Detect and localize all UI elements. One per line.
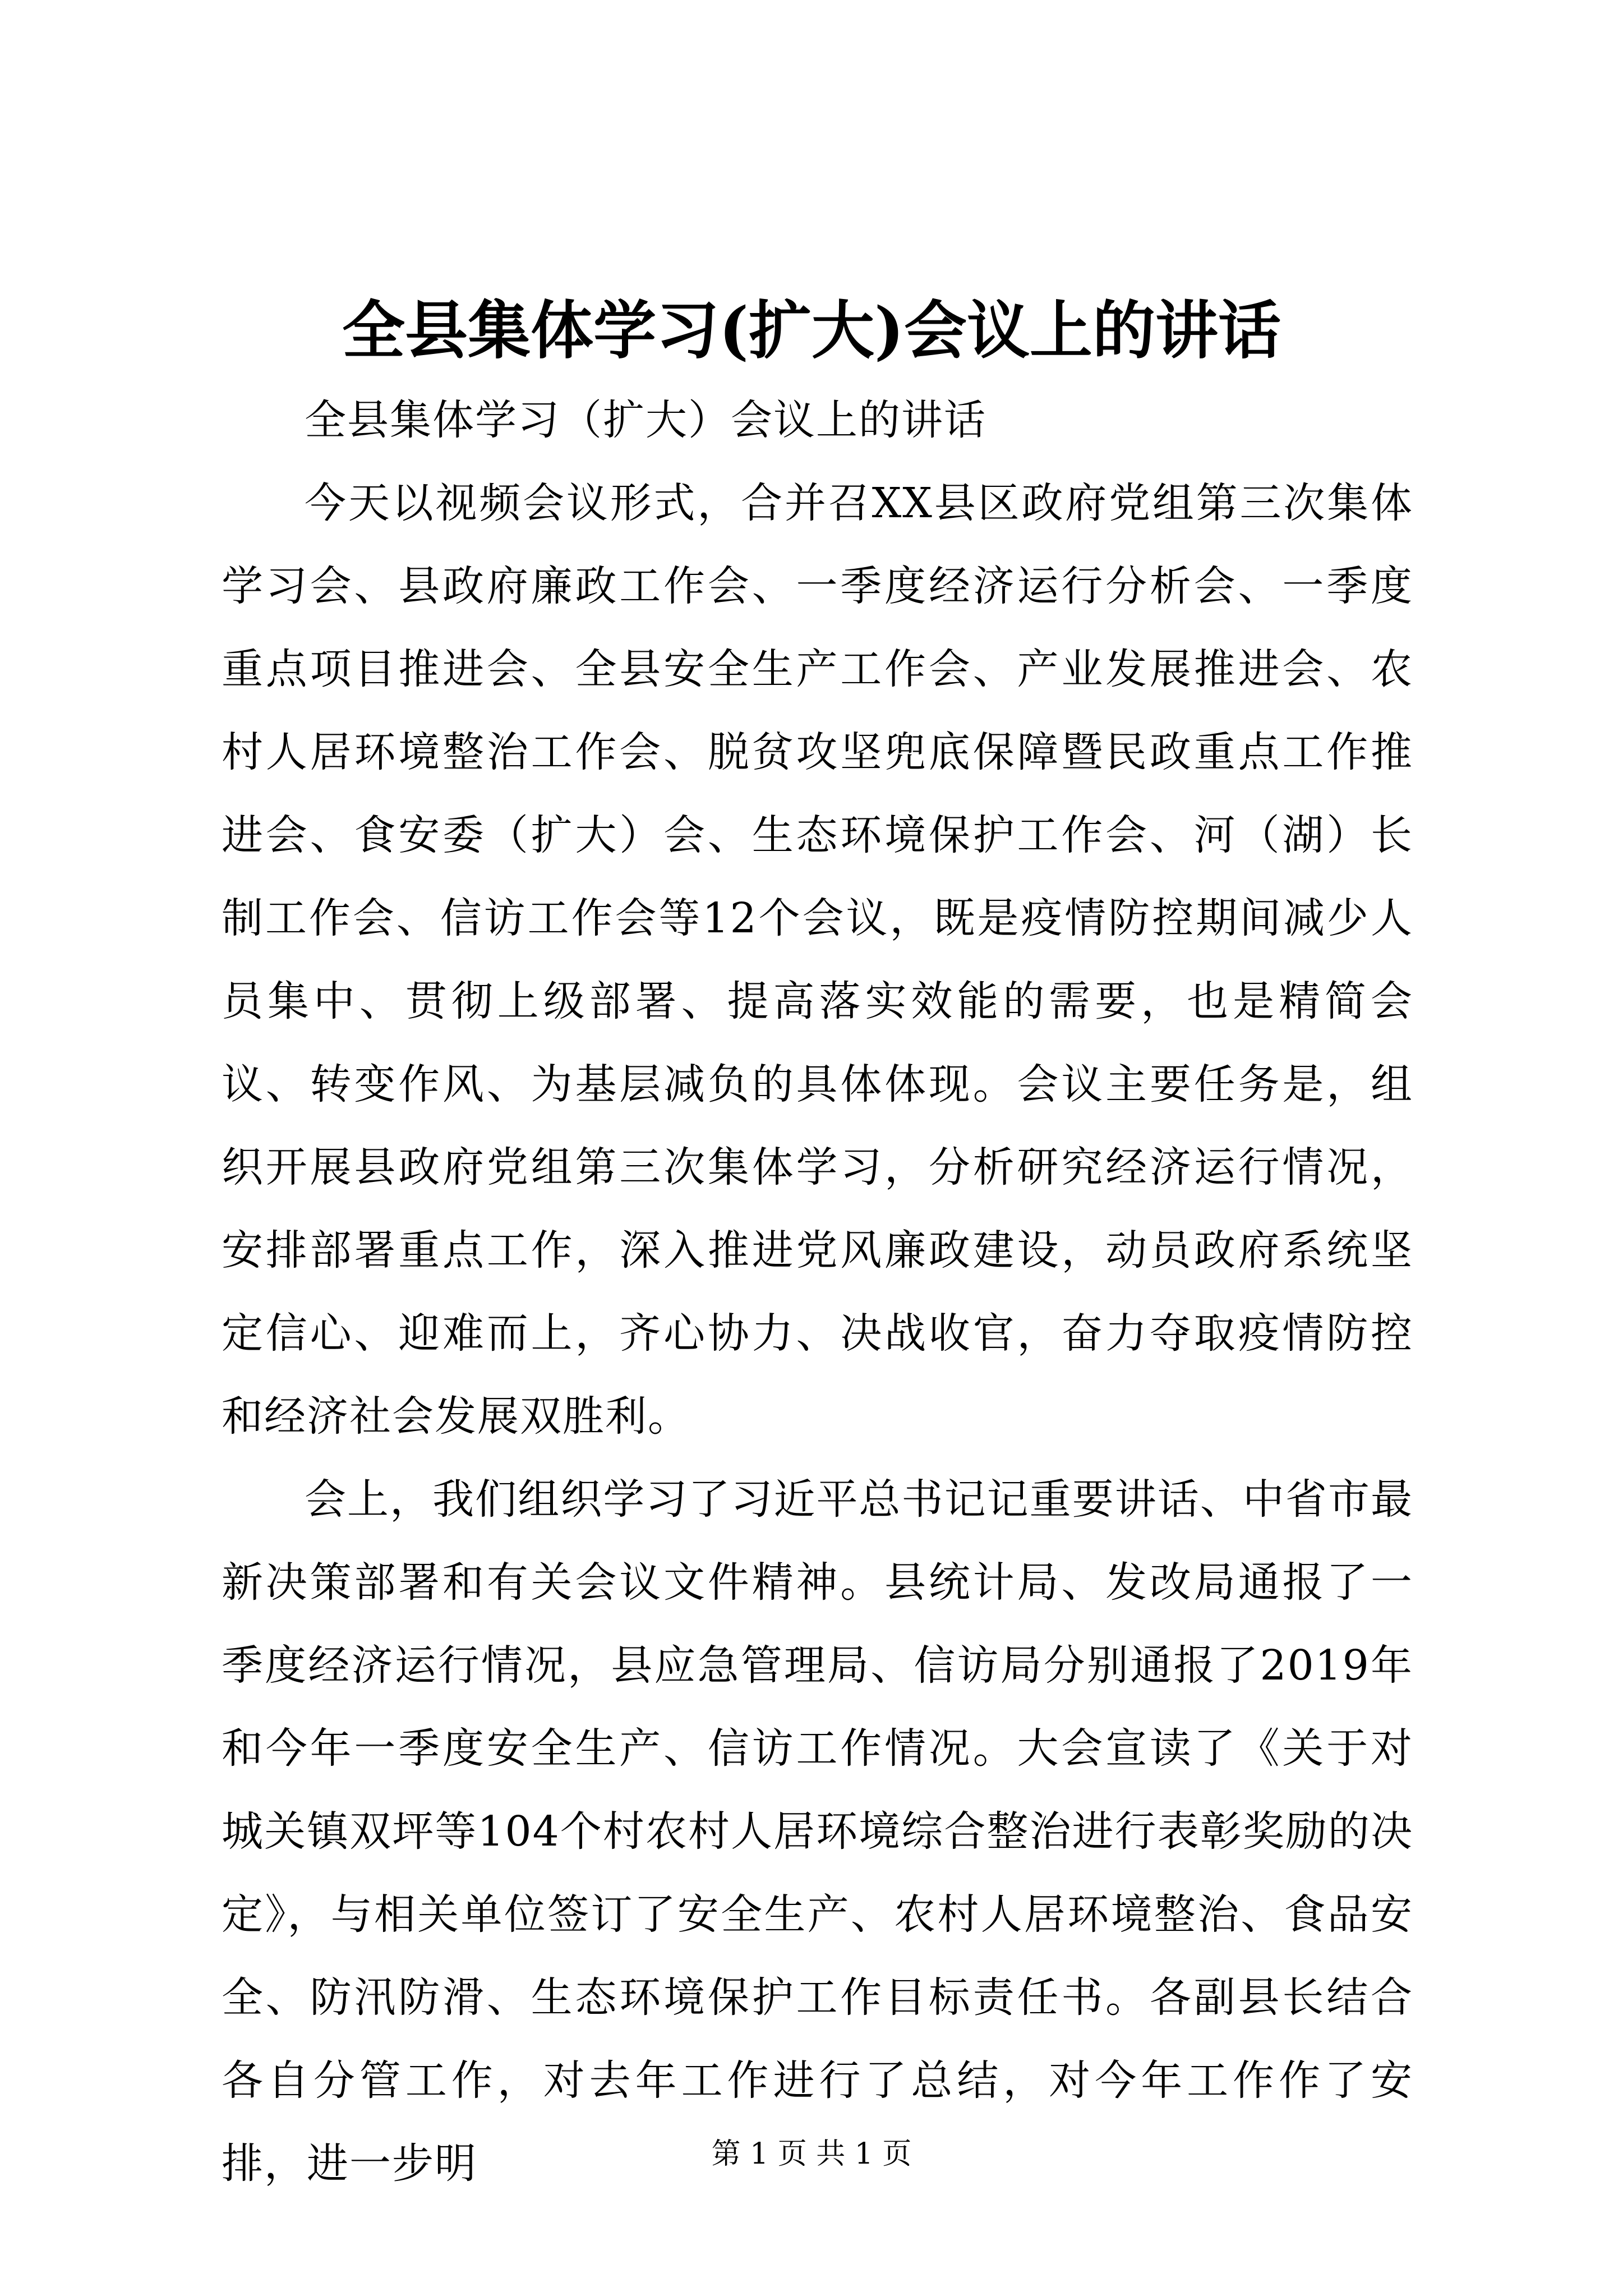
page-footer: 第 1 页 共 1 页 <box>711 2137 912 2171</box>
document-paragraph: 会上，我们组织学习了习近平总书记记重要讲话、中省市最新决策部署和有关会议文件精神。县统计局、发改局通报了一季度经济运行情况，县应急管理局、信访局分别通报了2019年和今年一季度安全生产、信访工作情况。大会宣读了《关于对城关镇双坪等104个村农村人居环境综合整治进行表彰奖励的决定》，与相关单位签订了安全生产、农村人居环境整治、食品安全、防汛防滑、生态环境保护工作目标责任书。各副县长结合各自分管工作，对去年工作进行了总结，对今年工作作了安排，进一步明 <box>222 1475 1413 2188</box>
document-body <box>222 379 1413 2205</box>
document-subtitle-paragraph: 全县集体学习（扩大）会议上的讲话 <box>305 396 986 444</box>
document-title: 全县集体学习(扩大)会议上的讲话 <box>342 294 1281 367</box>
document-paragraph: 今天以视频会议形式，合并召XX县区政府党组第三次集体学习会、县政府廉政工作会、一季度经济运行分析会、一季度重点项目推进会、全县安全生产工作会、产业发展推进会、农村人居环境整治工作会、脱贫攻坚兜底保障暨民政重点工作推进会、食安委（扩大）会、生态环境保护工作会、河（湖）长制工作会、信访工作会等12个会议，既是疫情防控期间减少人员集中、贯彻上级部署、提高落实效能的需要，也是精简会议、转变作风、为基层减负的具体体现。会议主要任务是，组织开展县政府党组第三次集体学习，分析研究经济运行情况，安排部署重点工作，深入推进党风廉政建设，动员政府系统坚定信心、迎难而上，齐心协力、决战收官，奋力夺取疫情防控和经济社会发展双胜利。 <box>222 479 1413 1441</box>
